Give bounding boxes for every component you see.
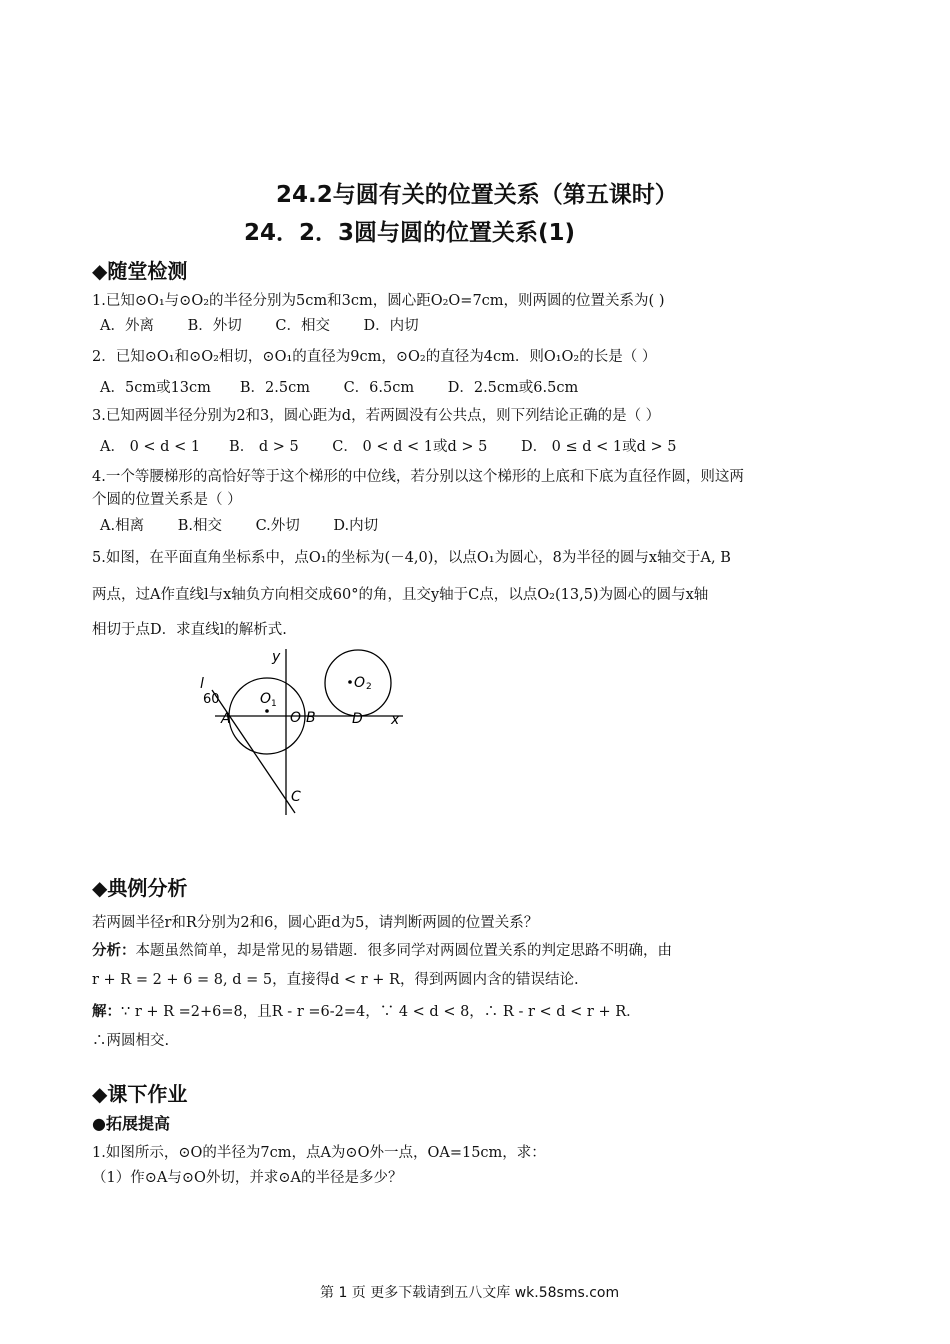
point-o2 <box>348 680 352 684</box>
label-60: 60 <box>203 692 220 707</box>
line-l <box>212 690 295 813</box>
solution-text: ∵ r + R =2+6=8，且R - r =6-2=4，∵ 4 < d < 8，∴ R - r < d < r + R． <box>121 1004 641 1020</box>
label-o2: O <box>354 675 366 691</box>
subheading-extension: ●拓展提高 <box>92 1114 170 1133</box>
label-b: B <box>306 710 316 726</box>
question-5-line-3: 相切于点D．求直线l的解析式. <box>92 622 287 638</box>
label-l: l <box>200 676 204 692</box>
page-title: 24.2与圆有关的位置关系（第五课时） <box>276 182 678 208</box>
label-c: C <box>291 789 301 805</box>
homework-problem-1: 1.如图所示，⊙O的半径为7cm，点A为⊙O外一点，OA=15cm，求： <box>92 1145 546 1161</box>
example-analysis-line-2: r + R = 2 + 6 = 8, d = 5，直接得d < r + R，得到两圆内含的错误结论. <box>92 972 579 988</box>
question-4-line-1: 4.一个等腰梯形的高恰好等于这个梯形的中位线，若分别以这个梯形的上底和下底为直径作圆，则这两 <box>92 469 744 485</box>
label-o1-sub: 1 <box>271 699 277 709</box>
question-1-options: A．外离 B．外切 C．相交 D．内切 <box>100 318 419 334</box>
label-a: A <box>221 711 231 727</box>
question-5-line-2: 两点，过A作直线l与x轴负方向相交成60°的角，且交y轴于C点，以点O₂(13,5)为圆心的圆与x轴 <box>92 587 709 603</box>
analysis-text: 本题虽然简单，却是常见的易错题．很多同学对两圆位置关系的判定思路不明确，由 <box>135 943 672 959</box>
question-4-options: A.相离 B.相交 C.外切 D.内切 <box>100 518 379 534</box>
question-2-options: A．5cm或13cm B．2.5cm C．6.5cm D．2.5cm或6.5cm <box>100 380 579 396</box>
question-3: 3.已知两圆半径分别为2和3，圆心距为d，若两圆没有公共点，则下列结论正确的是（ ） <box>92 408 661 424</box>
example-problem: 若两圆半径r和R分别为2和6，圆心距d为5，请判断两圆的位置关系？ <box>92 915 539 931</box>
question-1: 1.已知⊙O₁与⊙O₂的半径分别为5cm和3cm，圆心距O₂O=7cm，则两圆的位置关系为( ) <box>92 293 665 309</box>
example-solution-line-2: ∴两圆相交. <box>92 1033 170 1049</box>
question-2: 2．已知⊙O₁和⊙O₂相切，⊙O₁的直径为9cm，⊙O₂的直径为4cm．则O₁O₂的长是（ ） <box>92 349 657 365</box>
question-3-options: A． 0 < d < 1 B． d > 5 C． 0 < d < 1或d > 5 D． 0 ≤ d < 1或d > 5 <box>100 439 677 455</box>
label-d: D <box>352 711 363 727</box>
coordinate-figure <box>195 645 415 820</box>
example-analysis-line-1 <box>92 939 672 960</box>
homework-problem-1-part-1: （1）作⊙A与⊙O外切，并求⊙A的半径是多少？ <box>92 1170 403 1186</box>
question-5-line-1: 5.如图，在平面直角坐标系中，点O₁的坐标为(－4,0)，以点O₁为圆心，8为半径的圆与x轴交于A, B <box>92 550 731 566</box>
point-o1 <box>265 709 269 713</box>
analysis-label: 分析： <box>92 942 136 959</box>
label-o: O <box>290 710 302 726</box>
example-solution-line-1 <box>92 1000 641 1021</box>
label-y: y <box>272 649 281 665</box>
solution-label: 解： <box>92 1003 121 1020</box>
label-x: x <box>391 712 400 728</box>
label-o1: O <box>260 691 272 707</box>
page-subtitle: 24．2．3圆与圆的位置关系(1) <box>244 220 576 246</box>
section-heading-homework: ◆课下作业 <box>92 1082 188 1106</box>
section-heading-examples: ◆典例分析 <box>92 876 188 900</box>
section-heading-quiz: ◆随堂检测 <box>92 259 188 283</box>
question-4-line-2: 个圆的位置关系是（ ） <box>92 492 242 508</box>
page-footer: 第 1 页 更多下载请到五八文库 wk.58sms.com <box>320 1285 620 1301</box>
label-o2-sub: 2 <box>366 682 372 692</box>
